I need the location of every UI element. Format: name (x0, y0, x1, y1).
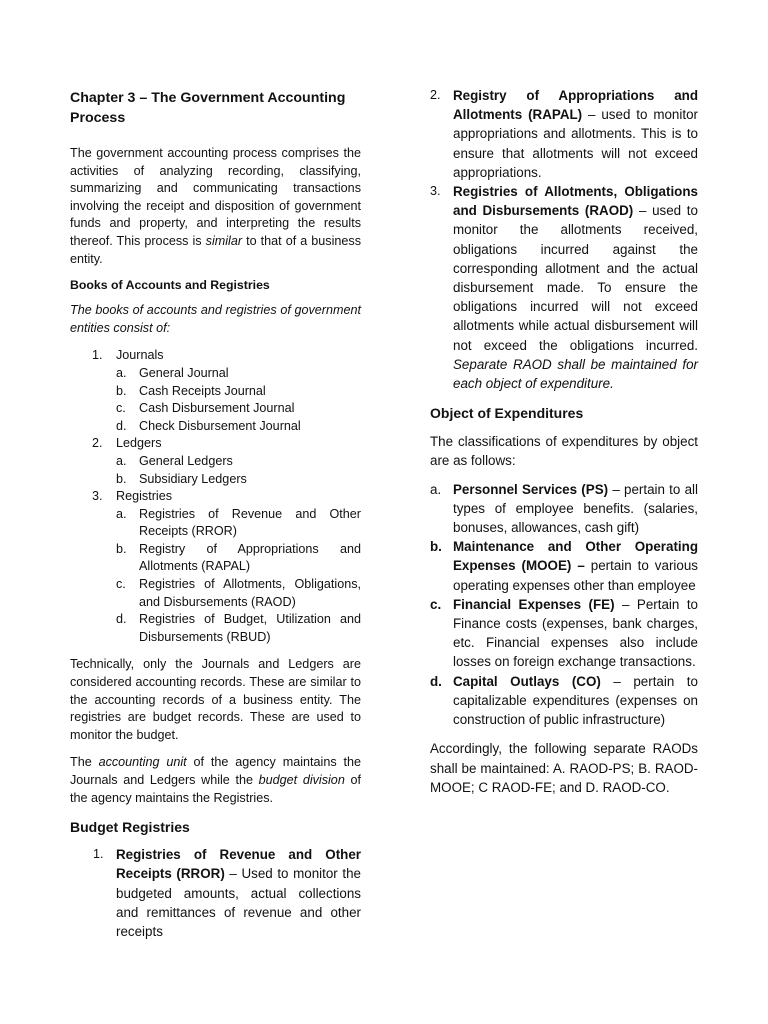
sub-list (116, 365, 361, 435)
list-item: a. General Ledgers (116, 453, 233, 468)
left-column (70, 86, 361, 941)
expenditures-list (430, 480, 698, 730)
list-item: 1. Registries of Revenue and Other Receipts (RROR) – Used to monitor the budgeted amounts, actual collections and remittances of revenue and other receipts (93, 847, 361, 939)
list-item: a. General Journal (116, 365, 229, 380)
budget-registries-list (70, 845, 361, 941)
list-item: c. Cash Disbursement Journal (116, 401, 295, 416)
chapter-title: Chapter 3 – The Government Accounting Process (70, 90, 346, 126)
books-heading: Books of Accounts and Registries (70, 278, 270, 293)
object-heading: Object of Expenditures (430, 405, 584, 422)
object-intro: The classifications of expenditures by object are as follows: (430, 434, 698, 469)
sub-list (116, 506, 361, 647)
list-item: a. Personnel Services (PS) – pertain to all types of employee benefits. (salaries, bonuses, allowances, cash gift) (430, 481, 698, 536)
intro-paragraph: The government accounting process comprises the activities of analyzing recording, classifying, summarizing and communicating transactions involving the receipt and disposition of government funds and property, and interpreting the results thereof. This process is similar to that of a business entity. (70, 146, 361, 266)
list-item: 3. Registries of Allotments, Obligations and Disbursements (RAOD) – used to monitor the allotments received, obligations incurred against the corresponding allotment and the actual disbursement made. To ensure the obligations incurred will not exceed allotments while actual disbursement will not exceed the obligations incurred. Separate RAOD shall be maintained for each object of expenditure. (430, 184, 698, 392)
list-item: b. Maintenance and Other Operating Expenses (MOOE) – pertain to various operating expenses other than employee (430, 539, 698, 593)
list-item: d. Registries of Budget, Utilization and Disbursements (RBUD) (116, 612, 361, 644)
budget-registries-heading: Budget Registries (70, 819, 190, 836)
technically-paragraph: Technically, only the Journals and Ledgers are considered accounting records. These are similar to the accounting records of a business entity. The registries are budget records. These are used to monitor the budget. (70, 657, 361, 742)
list-item: d. Check Disbursement Journal (116, 418, 301, 433)
books-intro: The books of accounts and registries of government entities consist of: (70, 303, 361, 335)
list-item: b. Registry of Appropriations and Allotments (RAPAL) (116, 541, 361, 574)
list-item: 1. Journals a. General Journal b. Cash Receipts Journal c. Cash Disbursement Journal d. Check Disbursement Journal (70, 347, 361, 435)
sub-list (116, 453, 361, 488)
list-item: a. Registries of Revenue and Other Receipts (RROR) (116, 506, 361, 539)
right-column (430, 86, 698, 797)
unit-paragraph: The accounting unit of the agency maintains the Journals and Ledgers while the budget division of the agency maintains the Registries. (70, 755, 361, 805)
books-list (70, 347, 361, 646)
list-item: 2. Registry of Appropriations and Allotments (RAPAL) – used to monitor appropriations and allotments. This is to ensure that allotments will not exceed appropriations. (430, 88, 698, 180)
list-item: 2. Ledgers a. General Ledgers b. Subsidiary Ledgers (70, 435, 361, 488)
list-item: 3. Registries a. Registries of Revenue and Other Receipts (RROR) b. Registry of Appropriations and Allotments (RAPAL) c. Registries of Allotments, Obligations, and Disbursements (RAOD) d. Registries of Budget, Utilization and Disbursements (RBUD) (70, 488, 361, 646)
list-item: c. Financial Expenses (FE) – Pertain to Finance costs (expenses, bank charges, etc. Financial expenses also include losses on foreign exchange transactions. (430, 596, 698, 670)
list-item: c. Registries of Allotments, Obligations, and Disbursements (RAOD) (116, 577, 361, 609)
list-item: d. Capital Outlays (CO) – pertain to capitalizable expenditures (expenses on construction of public infrastructure) (430, 673, 698, 728)
closing-paragraph: Accordingly, the following separate RAODs shall be maintained: A. RAOD-PS; B. RAOD-MOOE; C RAOD-FE; and D. RAOD-CO. (430, 741, 698, 795)
list-item: b. Cash Receipts Journal (116, 383, 266, 398)
budget-registries-list-continued (430, 86, 698, 393)
list-item: b. Subsidiary Ledgers (116, 471, 247, 486)
